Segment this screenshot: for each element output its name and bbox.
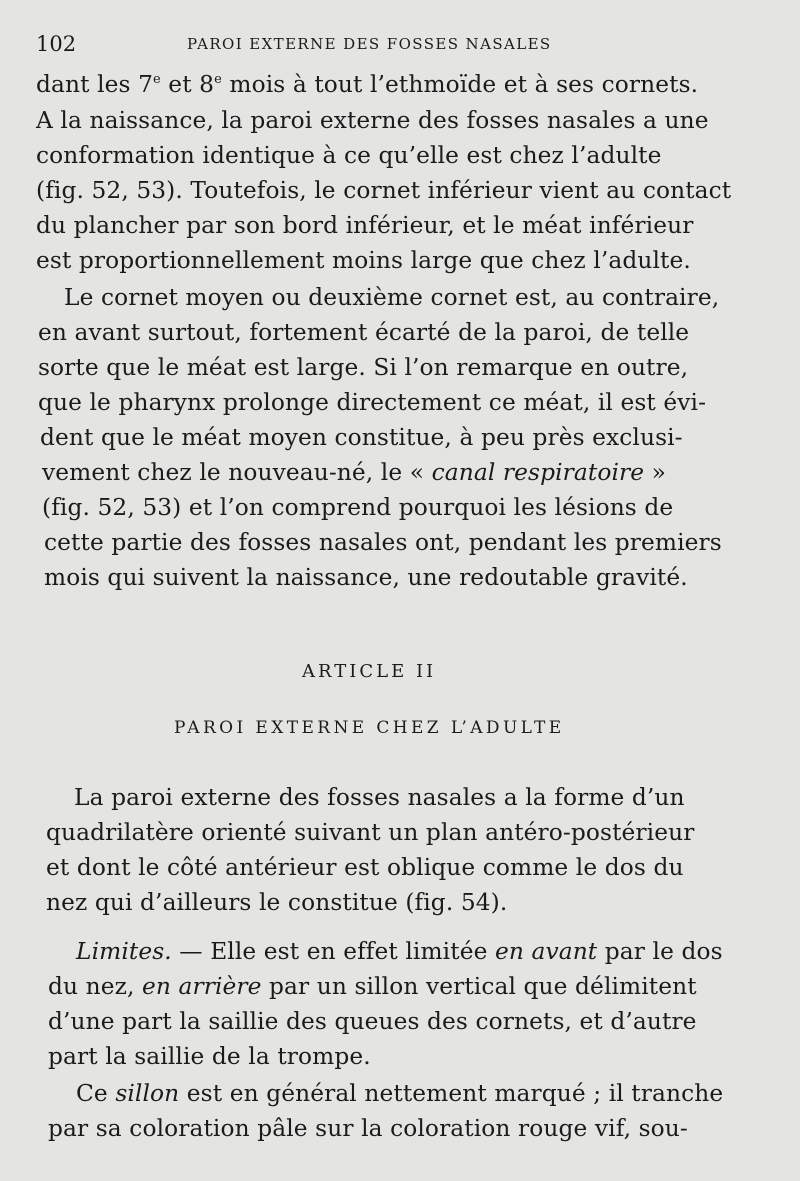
text-run: dant les 7 [36,71,153,98]
text-line: en avant surtout, fortement écarté de la paroi, de telle [38,319,690,346]
italic-term: canal respiratoire [431,459,645,486]
text-run: mois à tout l’ethmoïde et à ses cornets. [221,71,699,98]
text-line: part la saillie de la trompe. [48,1043,371,1070]
text-line [36,70,698,100]
text-run: du nez, [48,973,142,1000]
text-line [48,972,697,1002]
text-line: A la naissance, la paroi externe des fosses nasales a une [36,107,709,134]
italic-term: Limites. [76,938,172,965]
page-number: 102 [36,32,77,56]
text-line: (fig. 52, 53). Toutefois, le cornet inférieur vient au contact [36,177,732,204]
text-line: sorte que le méat est large. Si l’on remarque en outre, [38,354,689,381]
running-head: PAROI EXTERNE DES FOSSES NASALES [187,35,552,53]
text-line: Le cornet moyen ou deuxième cornet est, au contraire, [64,284,720,311]
text-line: d’une part la saillie des queues des cornets, et d’autre [48,1008,697,1035]
text-line: quadrilatère orienté suivant un plan antéro-postérieur [46,819,695,846]
text-run: par un sillon vertical que délimitent [261,973,697,1000]
text-line: cette partie des fosses nasales ont, pendant les premiers [44,529,722,556]
text-line: est proportionnellement moins large que chez l’adulte. [36,247,691,274]
text-run: » [644,459,667,486]
text-run: par le dos [597,938,723,965]
text-line: mois qui suivent la naissance, une redoutable gravité. [44,564,688,591]
text-line: par sa coloration pâle sur la coloration rouge vif, sou- [48,1115,688,1142]
article-title: ARTICLE II [302,661,437,682]
text-line: conformation identique à ce qu’elle est chez l’adulte [36,142,662,169]
text-run: — Elle est en effet limitée [171,938,495,965]
italic-term: en avant [494,938,598,965]
text-run: Ce [76,1080,116,1107]
text-run: vement chez le nouveau-né, le « [42,459,432,486]
text-line: La paroi externe des fosses nasales a la forme d’un [74,784,685,811]
italic-term: en arrière [142,973,262,1000]
text-line: nez qui d’ailleurs le constitue (fig. 54). [46,889,508,916]
italic-term: sillon [115,1080,180,1107]
article-subtitle: PAROI EXTERNE CHEZ L’ADULTE [174,718,565,738]
text-line: du plancher par son bord inférieur, et le méat inférieur [36,212,694,239]
page-header [0,32,800,62]
text-run: est en général nettement marqué ; il tranche [179,1080,724,1107]
superscript: e [214,72,222,88]
text-line: que le pharynx prolonge directement ce méat, il est évi- [38,389,707,416]
text-line: (fig. 52, 53) et l’on comprend pourquoi les lésions de [42,494,674,521]
text-line: dent que le méat moyen constitue, à peu près exclusi- [40,424,683,451]
text-line [42,458,666,488]
superscript: e [153,72,161,88]
text-line: et dont le côté antérieur est oblique comme le dos du [46,854,684,881]
text-run: et 8 [160,71,215,98]
text-line [76,1079,723,1109]
text-line [76,937,723,967]
